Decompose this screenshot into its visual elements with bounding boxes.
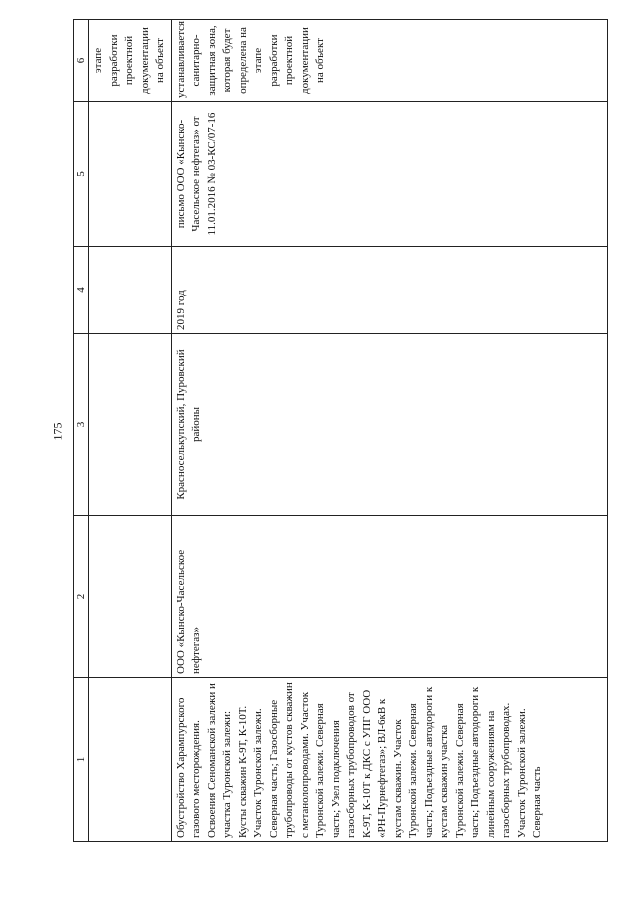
cell-empty [89, 102, 172, 247]
cell-organization: ООО «Кынско-Часельское нефтегаз» [171, 516, 608, 678]
column-header-4: 4 [74, 247, 89, 334]
column-header-5: 5 [74, 102, 89, 247]
cell-district: Красноселькупский, Пуровский районы [171, 334, 608, 516]
cell-empty [89, 678, 172, 842]
column-header-2: 2 [74, 516, 89, 678]
column-header-1: 1 [74, 678, 89, 842]
cell-empty [89, 247, 172, 334]
cell-letter-reference: письмо ООО «Кынско-Часельское нефтегаз» от 11.01.2016 № 03-КС/07-16 [171, 102, 608, 247]
table-header-row [74, 20, 89, 842]
cell-object-name: Обустройство Харампурского газового месторождения. Освоения Сеноманской залежи и участка Туронской залежи: Кусты скважин К-9Т, К-10Т. Участок Туронской залежи. Северная часть; Газосборные трубопроводы от кустов скважин с метанолопроводами. Участок Туронской залежи. Северная часть; Узел подключения газосборных трубопроводов от К-9Т, К-10Т к ДКС с УПГ ООО «РН-Пурнефтегаз»; ВЛ-6кВ к кустам скважин. Участок Туронской залежи. Северная часть; Подъездные автодороги к кустам скважин участка Туронской залежи. Северная часть; Подъездные автодороги к линейным сооружениям на газосборных трубопроводах. Участок Туронской залежи. Северная часть [171, 678, 608, 842]
data-table [73, 19, 608, 842]
column-header-3: 3 [74, 334, 89, 516]
cell-empty [89, 334, 172, 516]
page-number: 175 [50, 422, 65, 441]
cell-sanitary-zone: устанавливается санитарно-защитная зона, которая будет определена на этапе разработки проектной документации на объект [171, 20, 608, 102]
cell-col6-continuation: этапе разработки проектной документации на объект [89, 20, 172, 102]
table-row [171, 20, 608, 842]
cell-year: 2019 год [171, 247, 608, 334]
rotated-table-container [73, 20, 608, 842]
column-header-6: 6 [74, 20, 89, 102]
cell-empty [89, 516, 172, 678]
table-row-continuation [89, 20, 172, 842]
